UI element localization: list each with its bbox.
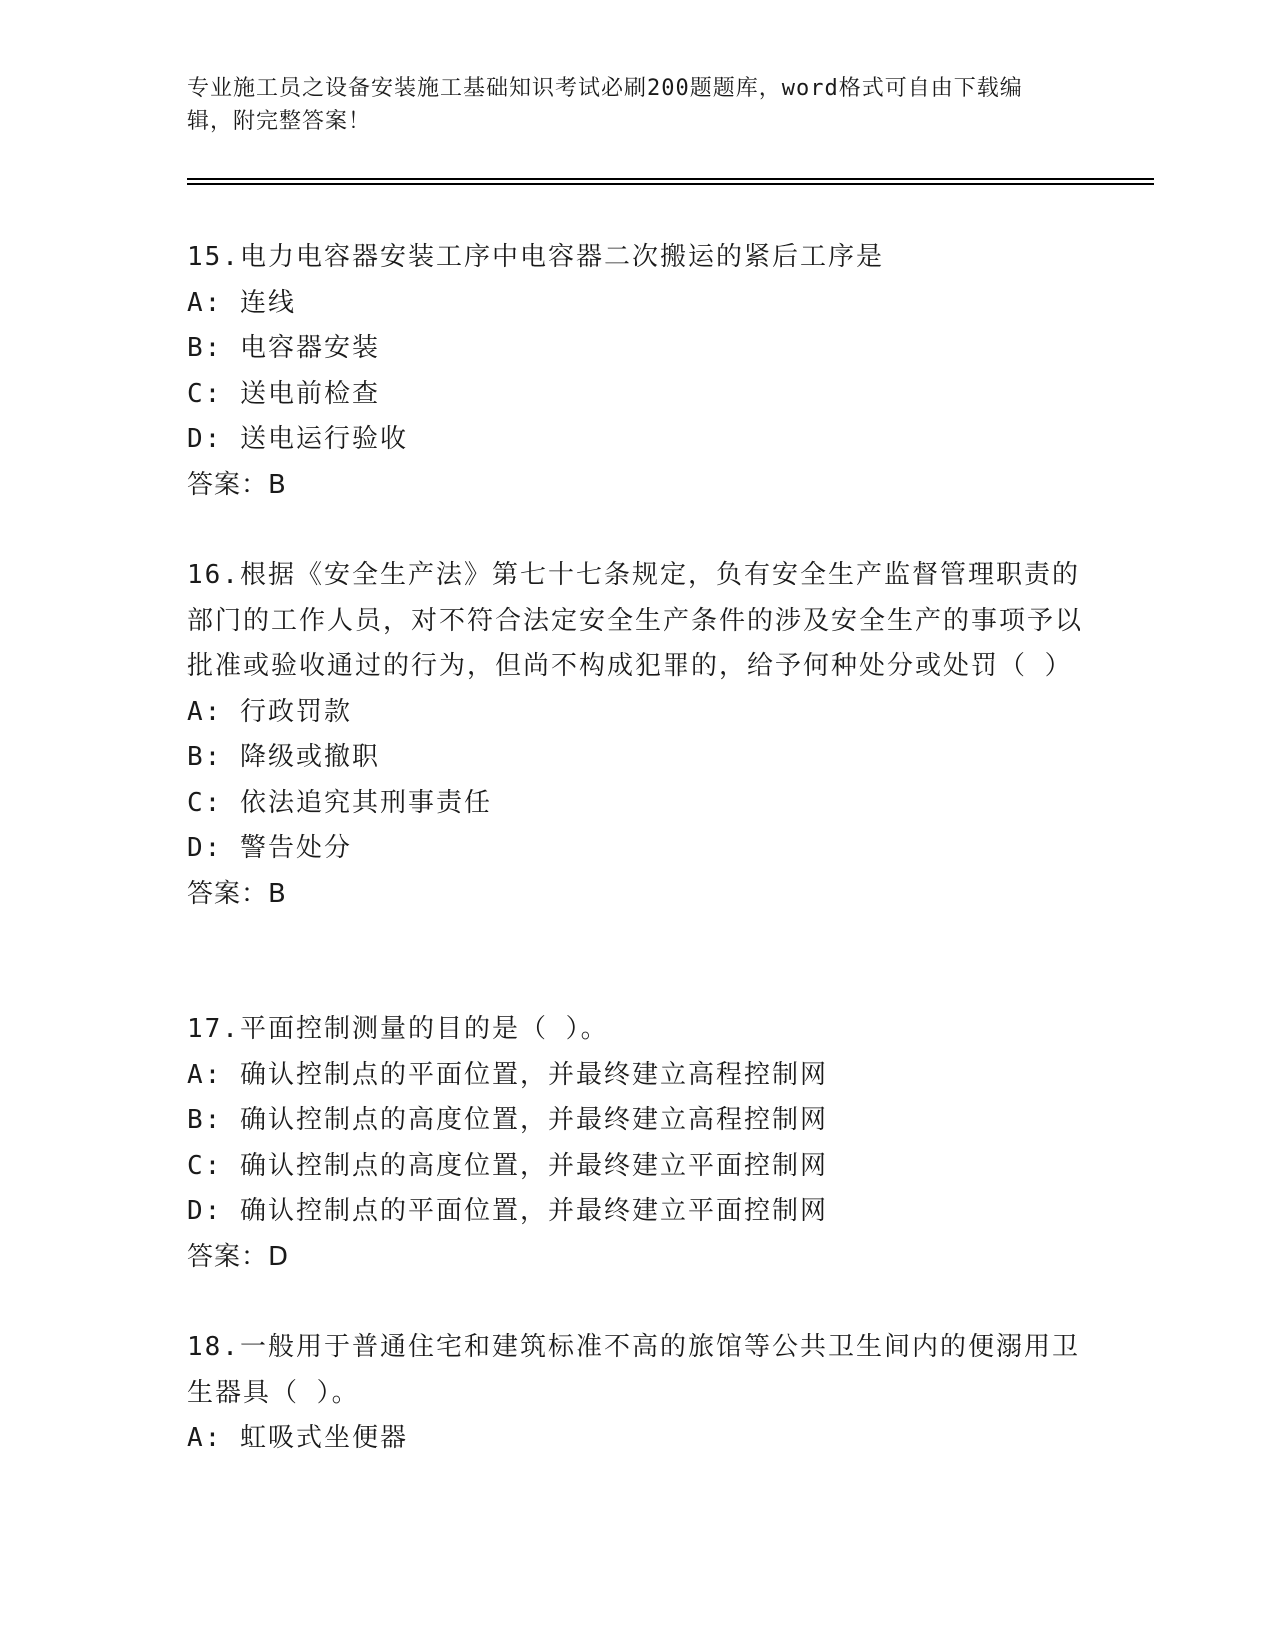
option-d	[187, 1189, 1087, 1235]
question-text	[187, 1325, 1087, 1416]
document-header	[187, 72, 1067, 138]
option-letter: A:	[187, 1423, 223, 1453]
option-text: 连线	[239, 287, 296, 318]
option-b	[187, 735, 1087, 781]
question-text	[187, 235, 1087, 281]
option-b	[187, 326, 1087, 372]
option-letter: B:	[187, 742, 223, 772]
option-d	[187, 826, 1087, 872]
option-letter: D:	[187, 1196, 223, 1226]
option-letter: B:	[187, 1105, 223, 1135]
option-letter: A:	[187, 287, 223, 318]
header-title: 专业施工员之设备安装施工基础知识考试必刷200题题库，word格式可自由下载编辑，附完整答案！	[187, 76, 1023, 134]
header-divider-top	[187, 178, 1154, 180]
option-text: 确认控制点的高度位置，并最终建立平面控制网	[239, 1150, 828, 1181]
option-letter: C:	[187, 1150, 223, 1181]
option-b	[187, 1098, 1087, 1144]
question-number: 18.	[187, 1332, 240, 1362]
question-number: 17.	[187, 1014, 240, 1044]
option-text: 确认控制点的平面位置，并最终建立高程控制网	[239, 1059, 828, 1090]
option-text: 送电运行验收	[239, 424, 408, 454]
option-a	[187, 1053, 1087, 1099]
question-18	[187, 1325, 1087, 1462]
option-text: 确认控制点的高度位置，并最终建立高程控制网	[239, 1105, 828, 1135]
question-stem: 一般用于普通住宅和建筑标准不高的旅馆等公共卫生间内的便溺用卫生器具（ ）。	[187, 1332, 1080, 1408]
option-c	[187, 372, 1087, 418]
option-c	[187, 1144, 1087, 1190]
question-text	[187, 553, 1087, 690]
option-text: 降级或撤职	[239, 742, 380, 772]
option-text: 虹吸式坐便器	[239, 1423, 408, 1453]
option-text: 电容器安装	[239, 333, 380, 363]
option-letter: B:	[187, 333, 223, 363]
question-17	[187, 1007, 1087, 1280]
option-a	[187, 690, 1087, 736]
option-letter: C:	[187, 787, 223, 818]
option-text: 确认控制点的平面位置，并最终建立平面控制网	[239, 1196, 828, 1226]
question-number: 16.	[187, 560, 240, 590]
option-a	[187, 281, 1087, 327]
option-d	[187, 417, 1087, 463]
option-text: 送电前检查	[239, 378, 380, 409]
answer-line: 答案：B	[187, 878, 287, 909]
header-divider-bottom	[187, 183, 1154, 185]
question-stem: 根据《安全生产法》第七十七条规定，负有安全生产监督管理职责的部门的工作人员，对不符合法定安全生产条件的涉及安全生产的事项予以批准或验收通过的行为，但尚不构成犯罪的，给予何种处分或处罚（ ）	[187, 560, 1084, 681]
question-text	[187, 1007, 1087, 1053]
answer-line: 答案：B	[187, 469, 287, 500]
option-letter: A:	[187, 1059, 223, 1090]
option-a	[187, 1416, 1087, 1462]
option-text: 依法追究其刑事责任	[239, 787, 492, 818]
option-text: 警告处分	[239, 833, 352, 863]
question-stem: 平面控制测量的目的是（ ）。	[239, 1014, 609, 1044]
option-text: 行政罚款	[239, 696, 352, 727]
question-number: 15.	[187, 242, 240, 272]
option-letter: D:	[187, 833, 223, 863]
option-c	[187, 781, 1087, 827]
option-letter: C:	[187, 378, 223, 409]
question-15	[187, 235, 1087, 508]
option-letter: A:	[187, 696, 223, 727]
option-letter: D:	[187, 424, 223, 454]
answer-line: 答案：D	[187, 1241, 290, 1272]
question-stem: 电力电容器安装工序中电容器二次搬运的紧后工序是	[239, 242, 884, 272]
question-16	[187, 553, 1087, 917]
